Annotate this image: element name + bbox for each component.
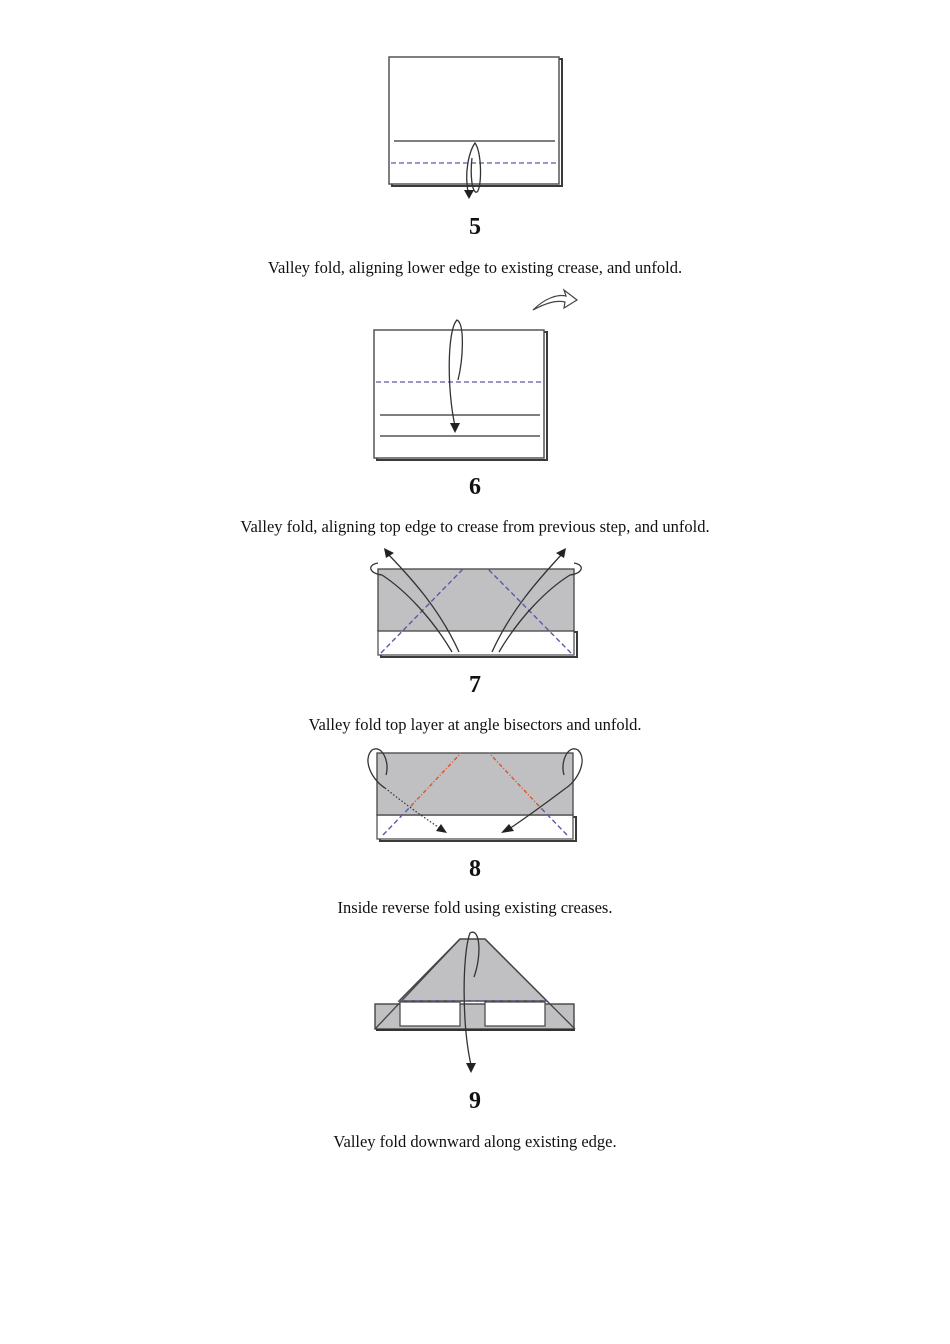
step-caption: Valley fold top layer at angle bisectors and unfold. (308, 715, 642, 734)
turn-over-arrow (533, 290, 577, 310)
step-6-illustration (0, 280, 950, 470)
step-caption: Valley fold downward along existing edge. (333, 1132, 617, 1151)
step-caption: Inside reverse fold using existing creases. (337, 898, 613, 917)
step-9-diagram (0, 925, 950, 1085)
step-6-diagram (0, 280, 950, 470)
white-pocket-left (400, 1002, 460, 1026)
folded-top-layer (377, 753, 573, 815)
step-5-diagram (0, 0, 950, 210)
step-8-illustration (0, 740, 950, 855)
paper-square (389, 57, 559, 184)
trapezoid-flap (399, 939, 547, 1001)
step-7-illustration (0, 540, 950, 670)
white-pocket-right (485, 1002, 545, 1026)
step-number: 7 (469, 672, 481, 698)
paper-square (374, 330, 544, 458)
step-number: 8 (469, 856, 481, 882)
bottom-strip (377, 815, 573, 839)
folded-top-layer (378, 569, 574, 631)
arrow-head (466, 1063, 476, 1073)
step-number: 5 (469, 214, 481, 240)
step-caption: Valley fold, aligning lower edge to existing crease, and unfold. (267, 258, 683, 277)
step-number: 6 (469, 474, 481, 500)
arrow-head (464, 190, 474, 199)
step-number: 9 (469, 1088, 481, 1114)
bottom-strip (378, 630, 574, 655)
arrow-head (556, 548, 566, 558)
step-8-diagram (0, 740, 950, 855)
step-9-illustration (0, 925, 950, 1085)
arrow-head (384, 548, 394, 558)
step-5-illustration (0, 0, 950, 210)
step-7-diagram (0, 540, 950, 670)
step-caption: Valley fold, aligning top edge to crease from previous step, and unfold. (240, 517, 710, 536)
